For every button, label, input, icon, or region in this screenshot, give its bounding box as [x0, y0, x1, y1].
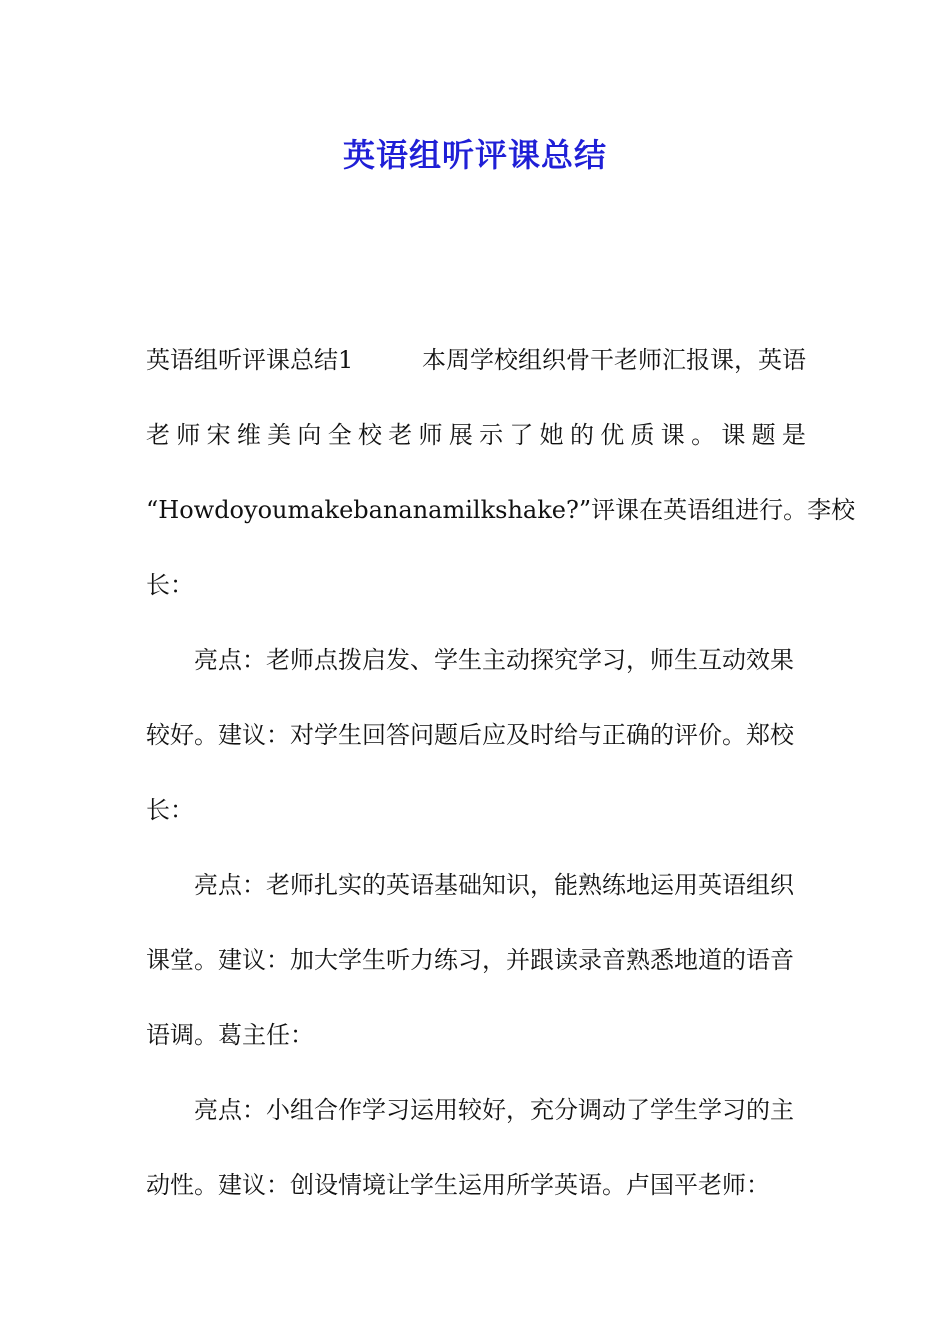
- paragraph-line: 语调。葛主任：: [146, 1021, 314, 1049]
- document-title: 英语组听评课总结: [342, 136, 607, 174]
- text-char: 课: [721, 421, 746, 449]
- text-char: 了: [509, 421, 534, 449]
- text-char: 向: [297, 421, 322, 449]
- text-char: 题: [751, 421, 776, 449]
- paragraph-line: 较好。建议：对学生回答问题后应及时给与正确的评价。郑校: [146, 721, 794, 749]
- section-heading: 英语组听评课总结1: [146, 346, 354, 374]
- text-char: 是: [781, 421, 806, 449]
- text-char: 师: [176, 421, 201, 449]
- text-char: 示: [479, 421, 504, 449]
- paragraph-line: 长：: [146, 796, 194, 824]
- text-char: 师: [418, 421, 443, 449]
- paragraph-line: 课堂。建议：加大学生听力练习，并跟读录音熟悉地道的语音: [146, 946, 794, 974]
- text-char: 优: [600, 421, 625, 449]
- text-char: 的: [569, 421, 594, 449]
- paragraph-line: 亮点：老师点拨启发、学生主动探究学习，师生互动效果: [194, 646, 794, 674]
- paragraph-line: 亮点：老师扎实的英语基础知识，能熟练地运用英语组织: [194, 871, 794, 899]
- text-char: 全: [327, 421, 352, 449]
- paragraph-line: [146, 345, 806, 375]
- paragraph-line: 长：: [146, 571, 194, 599]
- text-char: 美: [267, 421, 292, 449]
- text-char: 她: [539, 421, 564, 449]
- text-char: 宋: [206, 421, 231, 449]
- text-char: 。: [691, 421, 716, 449]
- text-char: 课: [660, 421, 685, 449]
- text-char: 老: [146, 421, 170, 449]
- paragraph-line: 亮点：小组合作学习运用较好，充分调动了学生学习的主: [194, 1096, 794, 1124]
- paragraph-line: 动性。建议：创设情境让学生运用所学英语。卢国平老师：: [146, 1171, 770, 1199]
- text-char: 校: [357, 421, 382, 449]
- text-char: 维: [236, 421, 261, 449]
- paragraph-line: “Howdoyoumakebananamilkshake?”评课在英语组进行。李校: [146, 496, 856, 524]
- text-char: 质: [630, 421, 655, 449]
- paragraph-line: [146, 420, 806, 450]
- text-char: 老: [388, 421, 413, 449]
- paragraph-text: 本周学校组织骨干老师汇报课，英语: [422, 346, 806, 374]
- text-char: 展: [448, 421, 473, 449]
